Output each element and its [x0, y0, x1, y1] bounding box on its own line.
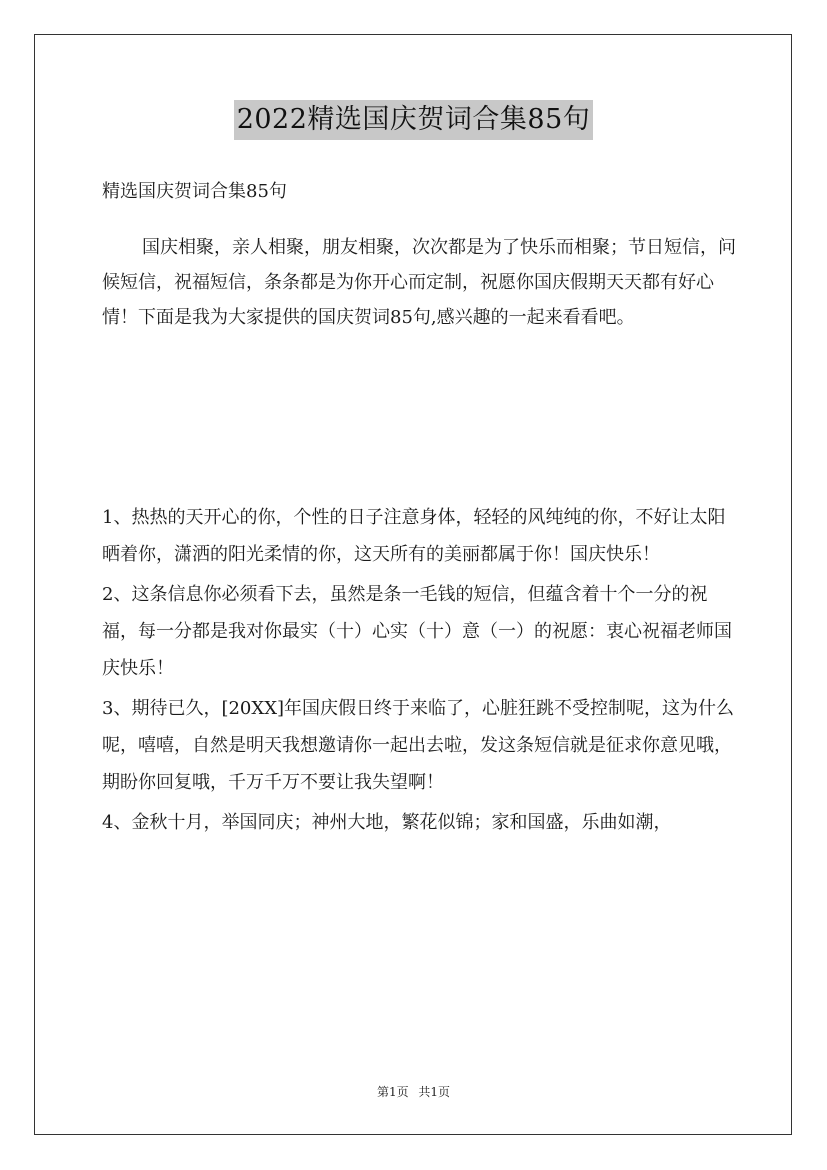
document-title: 2022精选国庆贺词合集85句	[234, 100, 594, 140]
greeting-item-2: 2、这条信息你必须看下去，虽然是条一毛钱的短信，但蕴含着十个一分的祝福，每一分都是我对你最实（十）心实（十）意（一）的祝愿：衷心祝福老师国庆快乐！	[102, 584, 732, 679]
greeting-item-3: 3、期待已久，[20XX]年国庆假日终于来临了，心脏狂跳不受控制呢，这为什么呢，嘻嘻，自然是明天我想邀请你一起出去啦，发这条短信就是征求你意见哦，期盼你回复哦，千万千万不要让我失望啊！	[102, 698, 735, 793]
greeting-item-1: 1、热热的天开心的你，个性的日子注意身体，轻轻的风纯纯的你，不好让太阳晒着你，潇洒的阳光柔情的你，这天所有的美丽都属于你！国庆快乐！	[102, 507, 726, 565]
title-container	[0, 100, 827, 140]
intro-paragraph: 国庆相聚，亲人相聚，朋友相聚，次次都是为了快乐而相聚；节日短信，问候短信，祝福短信，条条都是为你开心而定制，祝愿你国庆假期天天都有好心情！下面是我为大家提供的国庆贺词85句,感兴趣的一起来看看吧。	[102, 237, 736, 328]
document-subtitle: 精选国庆贺词合集85句	[102, 181, 287, 202]
greeting-list	[102, 499, 742, 844]
page-total: 共1页	[418, 1085, 451, 1099]
greeting-item-4: 4、金秋十月，举国同庆；神州大地，繁花似锦；家和国盛，乐曲如潮，	[102, 812, 672, 833]
page-footer	[0, 1083, 827, 1100]
page-number: 第1页	[376, 1085, 409, 1099]
